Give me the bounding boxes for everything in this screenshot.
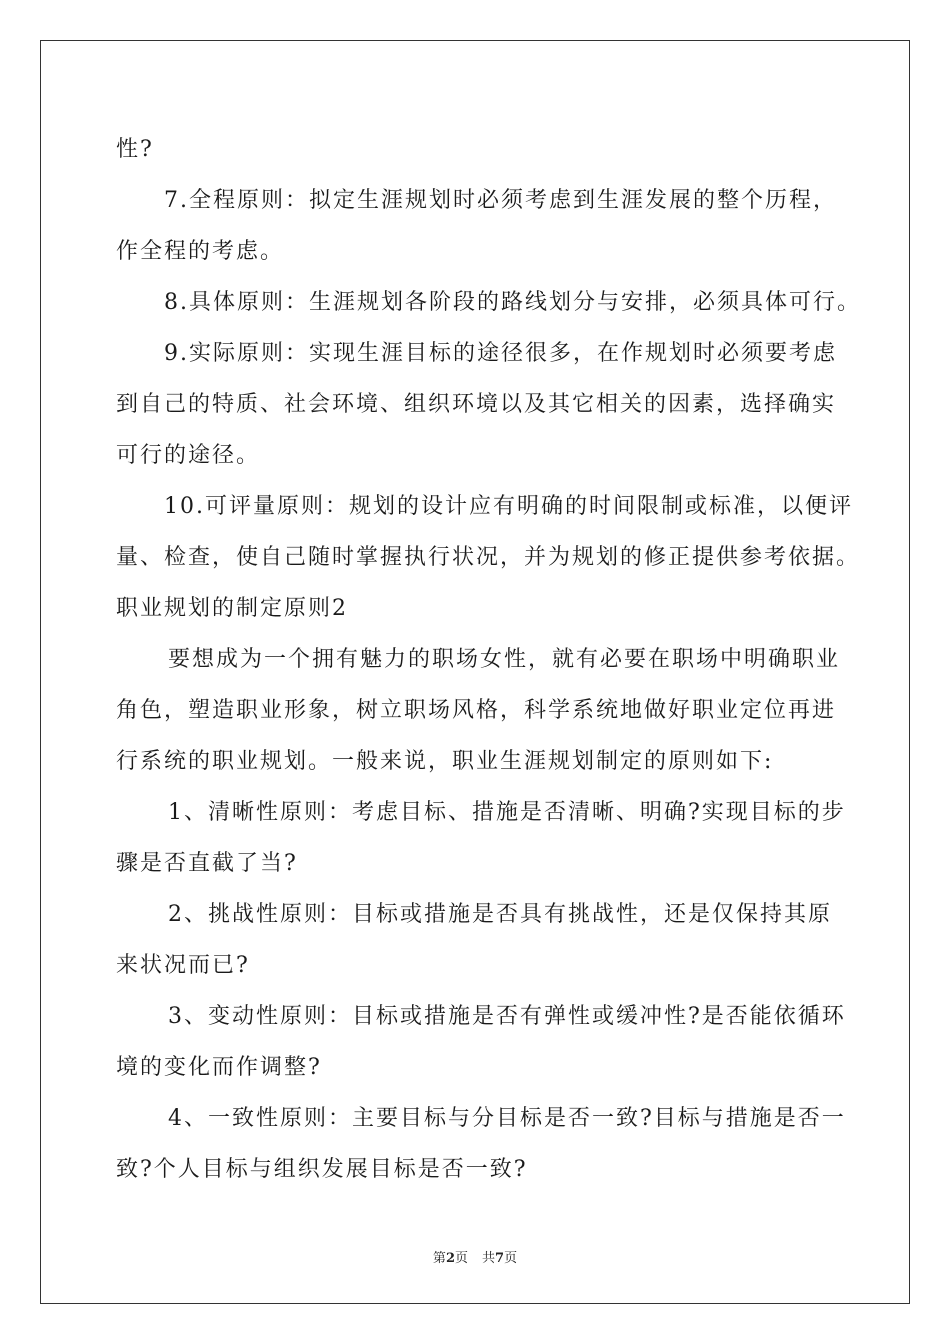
text-line: 行系统的职业规划。一般来说，职业生涯规划制定的原则如下:: [116, 749, 774, 774]
page-footer: [0, 1247, 950, 1266]
text-line: 2、挑战性原则：目标或措施是否具有挑战性，还是仅保持其原: [168, 902, 832, 927]
text-line: 8.具体原则：生涯规划各阶段的路线划分与安排，必须具体可行。: [164, 290, 861, 315]
page-prefix: 第: [432, 1251, 446, 1266]
text-line: 来状况而已?: [116, 953, 250, 978]
text-line: 4、一致性原则：主要目标与分目标是否一致?目标与措施是否一: [168, 1106, 846, 1131]
document-body: [116, 124, 861, 1195]
text-line: 可行的途径。: [116, 443, 261, 468]
section-heading: 职业规划的制定原则2: [116, 596, 348, 621]
total-suffix: 页: [504, 1251, 518, 1266]
text-line: 1、清晰性原则：考虑目标、措施是否清晰、明确?实现目标的步: [168, 800, 846, 825]
text-line: 7.全程原则：拟定生涯规划时必须考虑到生涯发展的整个历程，: [164, 188, 837, 213]
text-line: 9.实际原则：实现生涯目标的途径很多，在作规划时必须要考虑: [164, 341, 837, 366]
text-line: 要想成为一个拥有魅力的职场女性，就有必要在职场中明确职业: [168, 647, 841, 672]
total-prefix: 共: [482, 1251, 496, 1266]
text-line: 境的变化而作调整?: [116, 1055, 322, 1080]
text-line: 角色，塑造职业形象，树立职场风格，科学系统地做好职业定位再进: [116, 698, 837, 723]
text-line: 到自己的特质、社会环境、组织环境以及其它相关的因素，选择确实: [116, 392, 837, 417]
total-page-number: 7: [495, 1251, 505, 1266]
text-line: 10.可评量原则：规划的设计应有明确的时间限制或标准，以便评: [164, 494, 853, 519]
page-suffix: 页: [454, 1251, 468, 1266]
current-page-number: 2: [445, 1251, 455, 1266]
text-line: 作全程的考虑。: [116, 239, 285, 264]
text-line: 性?: [116, 137, 154, 162]
text-line: 3、变动性原则：目标或措施是否有弹性或缓冲性?是否能依循环: [168, 1004, 846, 1029]
text-line: 致?个人目标与组织发展目标是否一致?: [116, 1157, 528, 1182]
text-line: 量、检查，使自己随时掌握执行状况，并为规划的修正提供参考依据。: [116, 545, 861, 570]
text-line: 骤是否直截了当?: [116, 851, 298, 876]
